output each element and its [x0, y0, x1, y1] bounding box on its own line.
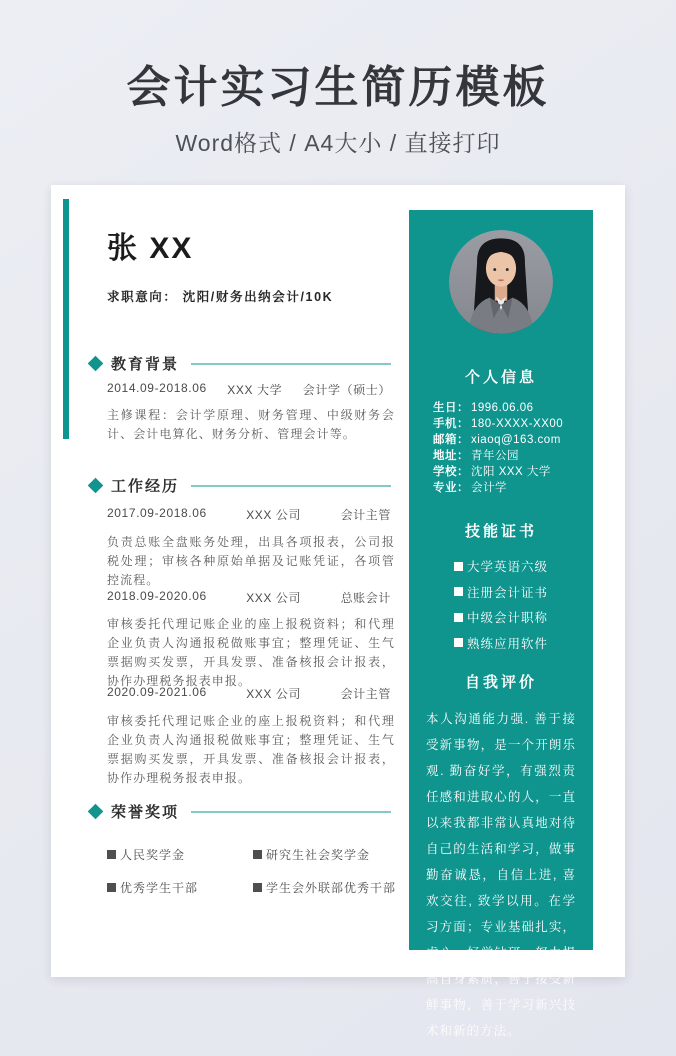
- personal-info-title: 个人信息: [464, 369, 537, 386]
- honors-grid: [107, 846, 395, 896]
- entry-org: XXX 公司: [246, 687, 302, 701]
- evaluation-text: 本人沟通能力强. 善于接受新事物，是一个开朗乐观. 勤奋好学，有强烈责任感和进取心的人，一直以来我都非常认真地对待自己的生活和学习，做事勤奋诚恳，自信上进, 喜欢交往, 致学以用。在学习方面；专业基础扎实，虚心，好学钻研，努力提高自身素质，善于接受新鲜事物，善于学习新兴技术和新的方法。: [426, 712, 576, 1038]
- evaluation-title: 自我评价: [464, 674, 537, 691]
- honor-label: 学生会外联部优秀干部: [266, 881, 397, 895]
- skills-title: 技能证书: [464, 523, 537, 540]
- info-value: 180-XXXX-XX00: [471, 418, 564, 430]
- skill-label: 注册会计证书: [466, 585, 548, 600]
- skill-label: 大学英语六级: [466, 560, 548, 574]
- info-value: 1996.06.06: [471, 402, 534, 414]
- square-bullet-icon: [454, 587, 463, 596]
- honor-label: 人民奖学金: [120, 848, 186, 862]
- skill-item: [454, 557, 548, 575]
- info-field: [433, 416, 583, 432]
- resume-card: [51, 185, 625, 1038]
- section-divider-line: [191, 363, 391, 365]
- education-description: 主修课程：会计学原理、财务管理、中级财务会计、会计电算化、财务分析、管理会计等。: [107, 408, 395, 441]
- diamond-icon: [88, 804, 104, 820]
- work-entry-row: [107, 589, 391, 606]
- work-description: 负责总账全盘账务处理，出具各项报表，公司报税处理；审核各种原始单据及记账凭证，各项管控流程。: [107, 535, 395, 587]
- info-field: [433, 432, 583, 448]
- entry-period: 2017.09-2018.06: [107, 506, 207, 520]
- info-value: 青年公园: [471, 450, 519, 462]
- entry-org: XXX 公司: [246, 591, 302, 605]
- diamond-icon: [88, 356, 104, 372]
- info-field: [433, 400, 583, 416]
- job-objective-value: 沈阳/财务出纳会计/10K: [182, 290, 334, 304]
- entry-role: 总账会计: [340, 591, 391, 605]
- honor-label: 研究生社会奖学金: [266, 848, 371, 862]
- info-label: 专业：: [433, 482, 469, 494]
- work-entry-row: [107, 685, 391, 702]
- info-value: xiaoq@163.com: [471, 434, 561, 446]
- square-bullet-icon: [253, 883, 262, 892]
- entry-period: 2020.09-2021.06: [107, 685, 207, 699]
- entry-period: 2018.09-2020.06: [107, 589, 207, 603]
- section-title: 工作经历: [111, 478, 180, 495]
- info-label: 手机：: [433, 418, 469, 430]
- square-bullet-icon: [454, 562, 463, 571]
- avatar: [449, 230, 553, 334]
- entry-role: 会计主管: [340, 687, 391, 701]
- honor-item: [107, 879, 253, 896]
- education-entry-row: [107, 381, 391, 398]
- honor-item: [107, 846, 253, 863]
- job-objective-label: 求职意向：: [107, 290, 178, 304]
- accent-bar: [63, 199, 69, 439]
- square-bullet-icon: [253, 850, 262, 859]
- skills-list: [409, 557, 593, 659]
- section-education-header: [107, 353, 391, 374]
- skill-item: [454, 583, 548, 601]
- section-title: 荣誉奖项: [111, 804, 180, 821]
- entry-role: 会计主管: [340, 508, 391, 522]
- skill-item: [454, 608, 548, 626]
- skill-label: 熟练应用软件: [466, 636, 548, 651]
- honor-item: [253, 846, 396, 863]
- section-divider-line: [191, 485, 391, 487]
- entry-org: XXX 公司: [246, 508, 302, 522]
- info-field: [433, 448, 583, 464]
- honor-item: [253, 879, 396, 896]
- info-label: 邮箱：: [433, 434, 469, 446]
- info-value: 沈阳 XXX 大学: [471, 466, 551, 478]
- section-title: 教育背景: [111, 356, 180, 373]
- work-description: 审核委托代理记账企业的座上报税资料；和代理企业负责人沟通报税做账事宜；整理凭证、生气票据购买发票，开具发票、准备核报会计报表，协作办理税务报表申报。: [107, 617, 395, 688]
- info-label: 学校：: [433, 466, 469, 478]
- work-description: 审核委托代理记账企业的座上报税资料；和代理企业负责人沟通报税做账事宜；整理凭证、生气票据购买发票，开具发票、准备核报会计报表，协作办理税务报表申报。: [107, 714, 395, 785]
- personal-info-list: [433, 400, 583, 496]
- square-bullet-icon: [454, 613, 463, 622]
- page-title: 会计实习生简历模板: [126, 63, 550, 112]
- square-bullet-icon: [454, 638, 463, 647]
- skill-label: 中级会计职称: [466, 611, 548, 625]
- entry-org: XXX 大学: [227, 383, 283, 397]
- info-value: 会计学: [471, 482, 507, 494]
- candidate-name: 张 XX: [107, 232, 194, 265]
- section-honors-header: [107, 801, 391, 822]
- sidebar: [409, 210, 593, 1038]
- work-entry-row: [107, 506, 391, 523]
- profile-photo: [449, 230, 553, 334]
- info-label: 地址：: [433, 450, 469, 462]
- info-label: 生日：: [433, 402, 469, 414]
- section-work-header: [107, 475, 391, 496]
- skill-item: [454, 634, 548, 652]
- job-objective: [107, 287, 333, 305]
- diamond-icon: [88, 478, 104, 494]
- entry-role: 会计学（硕士）: [302, 383, 391, 397]
- section-divider-line: [191, 811, 391, 813]
- honor-label: 优秀学生干部: [120, 881, 199, 895]
- info-field: [433, 464, 583, 480]
- square-bullet-icon: [107, 883, 116, 892]
- square-bullet-icon: [107, 850, 116, 859]
- page-header: [0, 64, 676, 158]
- entry-period: 2014.09-2018.06: [107, 381, 207, 395]
- info-field: [433, 480, 583, 496]
- page-subtitle: Word格式 / A4大小 / 直接打印: [175, 130, 501, 156]
